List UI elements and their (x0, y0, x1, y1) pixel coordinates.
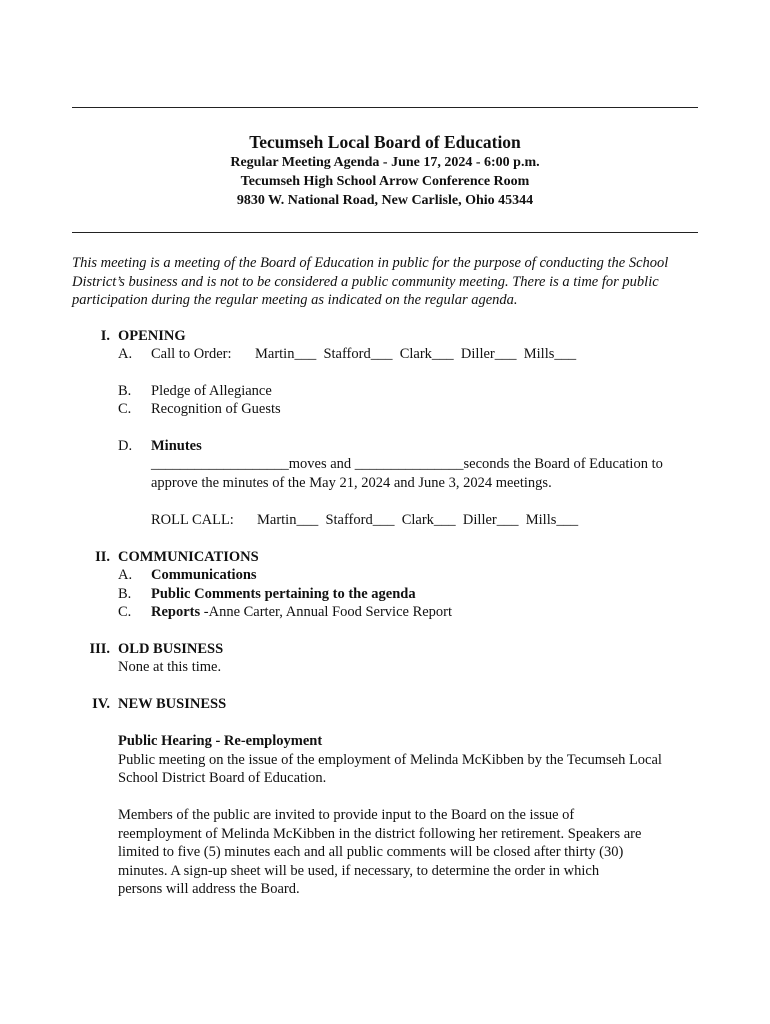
public-hearing-line-1: Public meeting on the issue of the employment of Melinda McKibben by the Tecumseh Local (118, 752, 662, 768)
item-letter: A. (118, 567, 133, 583)
members-paragraph-line-4: minutes. A sign-up sheet will be used, if necessary, to determine the order in which (118, 863, 600, 879)
section-heading-new-business: NEW BUSINESS (118, 696, 227, 712)
pledge-item: Pledge of Allegiance (151, 383, 272, 399)
item-letter: D. (118, 438, 133, 454)
reports-label: Reports (151, 604, 201, 620)
item-letter: B. (118, 383, 132, 399)
reports-detail: -Anne Carter, Annual Food Service Report (200, 604, 453, 620)
minutes-heading: Minutes (151, 438, 202, 454)
section-numeral-new-business: IV. (92, 696, 110, 712)
members-paragraph-line-5: persons will address the Board. (118, 881, 300, 897)
recognition-item: Recognition of Guests (151, 401, 281, 417)
roll-call-label: ROLL CALL: (151, 512, 234, 528)
members-paragraph-line-2: reemployment of Melinda McKibben in the district following her retirement. Speakers are (118, 826, 642, 842)
section-heading-opening: OPENING (118, 328, 186, 344)
roll-call-names: Martin___ Stafford___ Clark___ Diller___ Mills___ (257, 512, 579, 528)
intro-paragraph: This meeting is a meeting of the Board of Education in public for the purpose of conducting the School District’s business and is not to be considered a public community meeting. There is a time for public participation during the regular meeting as indicated on the regular agenda. (72, 255, 669, 308)
call-to-order-label: Call to Order: (151, 346, 232, 362)
item-letter: C. (118, 401, 132, 417)
section-numeral-opening: I. (100, 328, 110, 344)
document-header (72, 131, 698, 210)
meeting-address-line: 9830 W. National Road, New Carlisle, Ohio 45344 (236, 193, 534, 208)
meeting-location-line: Tecumseh High School Arrow Conference Room (240, 174, 530, 189)
public-hearing-line-2: School District Board of Education. (118, 770, 327, 786)
reports-item (151, 603, 452, 622)
members-paragraph-line-3: limited to five (5) minutes each and all public comments will be closed after thirty (30) (118, 844, 624, 860)
header-divider (72, 232, 698, 233)
section-numeral-old-business: III. (89, 641, 110, 657)
public-hearing-heading: Public Hearing - Re-employment (118, 733, 323, 749)
meeting-date-line: Regular Meeting Agenda - June 17, 2024 - 6:00 p.m. (230, 155, 540, 170)
section-heading-communications: COMMUNICATIONS (118, 549, 259, 565)
item-letter: B. (118, 586, 132, 602)
members-paragraph-line-1: Members of the public are invited to provide input to the Board on the issue of (118, 807, 575, 823)
minutes-motion-line-2: approve the minutes of the May 21, 2024 and June 3, 2024 meetings. (151, 475, 552, 491)
minutes-motion-line-1: ___________________moves and _______________seconds the Board of Education to (151, 456, 663, 472)
call-to-order-roll: Martin___ Stafford___ Clark___ Diller___ Mills___ (255, 346, 577, 362)
board-title: Tecumseh Local Board of Education (249, 132, 521, 152)
public-comments-item: Public Comments pertaining to the agenda (151, 586, 416, 602)
section-heading-old-business: OLD BUSINESS (118, 641, 224, 657)
top-divider (72, 107, 698, 108)
item-letter: A. (118, 346, 133, 362)
item-letter: C. (118, 604, 132, 620)
section-numeral-communications: II. (95, 549, 110, 565)
communications-item: Communications (151, 567, 257, 583)
old-business-text: None at this time. (118, 659, 222, 675)
